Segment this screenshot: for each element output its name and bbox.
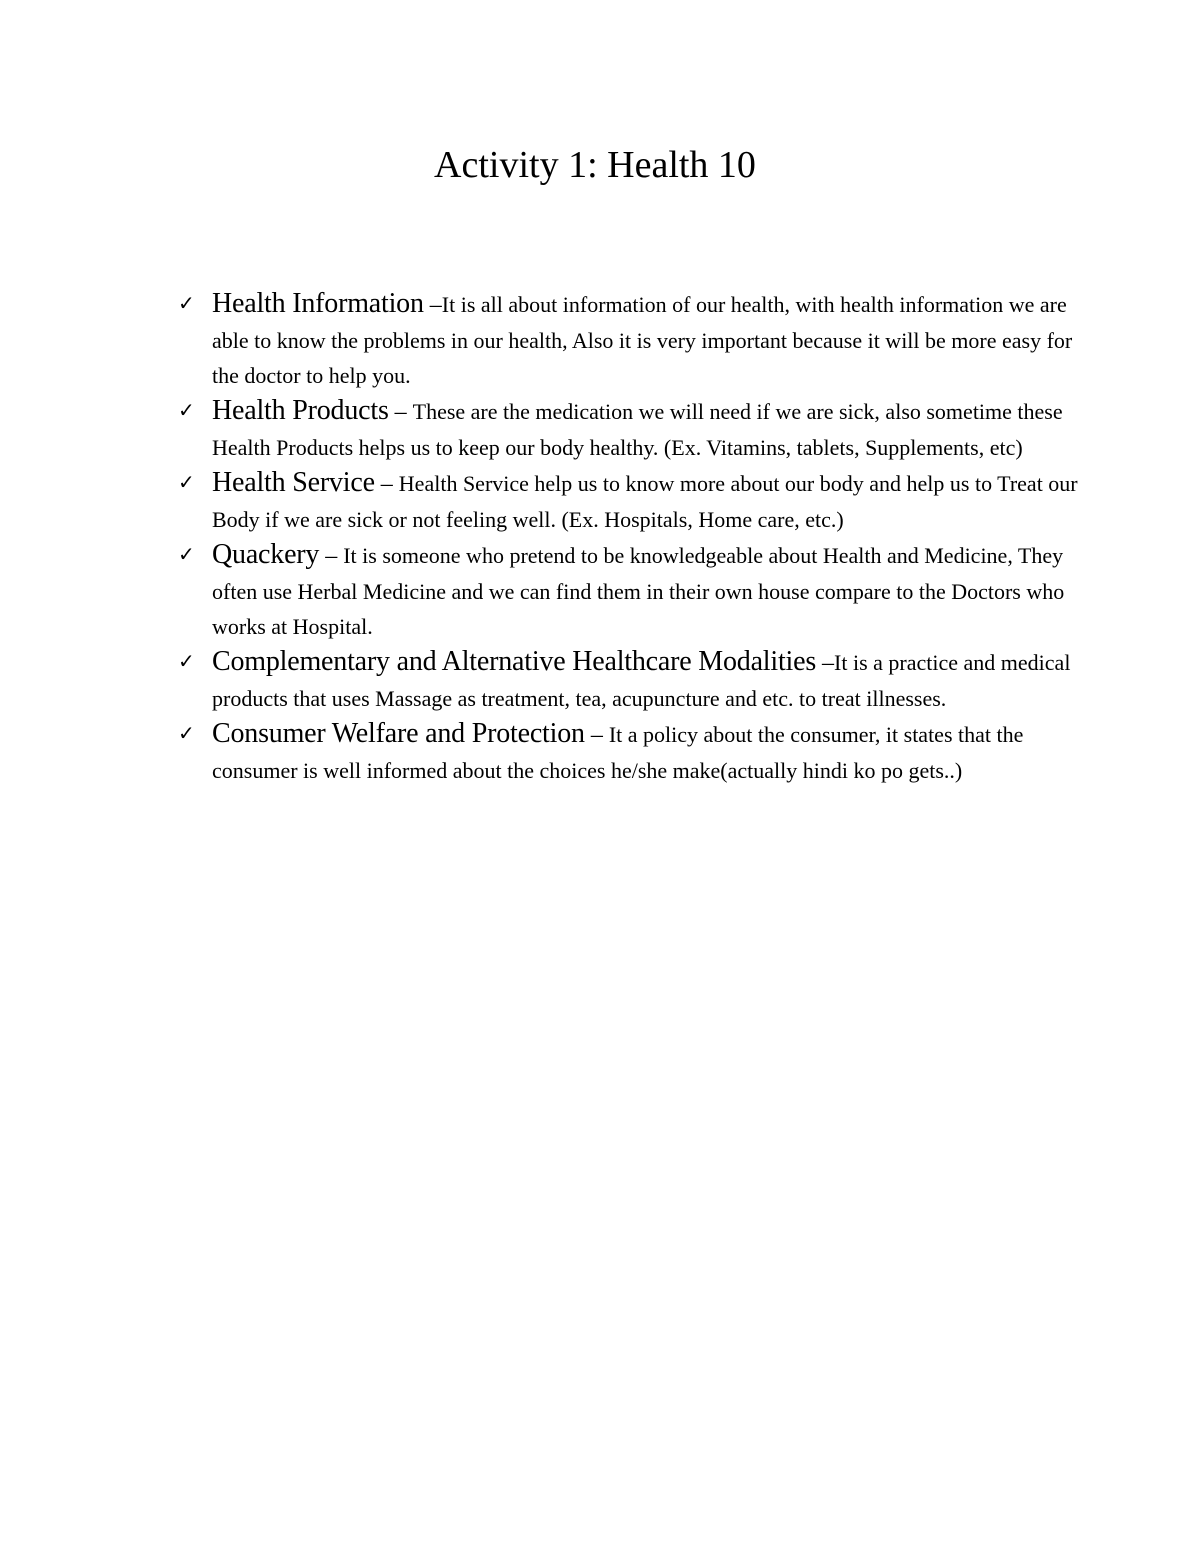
checkmark-icon: ✓ — [178, 721, 195, 745]
item-separator: – — [816, 650, 835, 676]
item-term: Health Information — [212, 288, 424, 319]
item-separator: – — [423, 292, 442, 318]
list-item — [178, 465, 1078, 537]
item-term: Quackery — [212, 539, 320, 570]
list-item — [178, 286, 1078, 393]
item-term: Consumer Welfare and Protection — [212, 718, 585, 749]
item-term: Complementary and Alternative Healthcare Modalities — [212, 646, 817, 677]
checkmark-icon: ✓ — [178, 470, 195, 494]
checkmark-icon: ✓ — [178, 291, 195, 315]
item-separator: – — [388, 399, 413, 425]
item-description: Health Service help us to know more about our body and help us to Treat our Body if we are sick or not feeling well. (Ex. Hospitals, Home care, etc.) — [212, 471, 1078, 532]
item-term: Health Service — [212, 467, 375, 498]
checkmark-icon: ✓ — [178, 398, 195, 422]
list-item — [178, 537, 1078, 644]
item-separator: – — [319, 543, 344, 569]
item-description: These are the medication we will need if we are sick, also sometime these Health Products helps us to keep our body healthy. (Ex. Vitamins, tablets, Supplements, etc) — [212, 399, 1063, 460]
item-description: It is a practice and medical products that uses Massage as treatment, tea, acupuncture and etc. to treat illnesses. — [212, 650, 1071, 711]
checklist — [178, 286, 1078, 788]
list-item — [178, 393, 1078, 465]
item-description: It is all about information of our health, with health information we are able to know the problems in our health, Also it is very important because it will be more easy for the doctor to help you. — [212, 292, 1073, 388]
checkmark-icon: ✓ — [178, 542, 195, 566]
item-description: It a policy about the consumer, it states that the consumer is well informed about the choices he/she make(actually hindi ko po gets..) — [212, 722, 1024, 783]
page-title: Activity 1: Health 10 — [434, 144, 756, 186]
item-separator: – — [374, 471, 399, 497]
item-separator: – — [584, 722, 609, 748]
list-item — [178, 716, 1078, 788]
list-item — [178, 644, 1078, 716]
checkmark-icon: ✓ — [178, 649, 195, 673]
item-description: It is someone who pretend to be knowledgeable about Health and Medicine, They often use Herbal Medicine and we can find them in their own house compare to the Doctors who works at Hospital. — [212, 543, 1065, 639]
item-term: Health Products — [212, 395, 389, 426]
